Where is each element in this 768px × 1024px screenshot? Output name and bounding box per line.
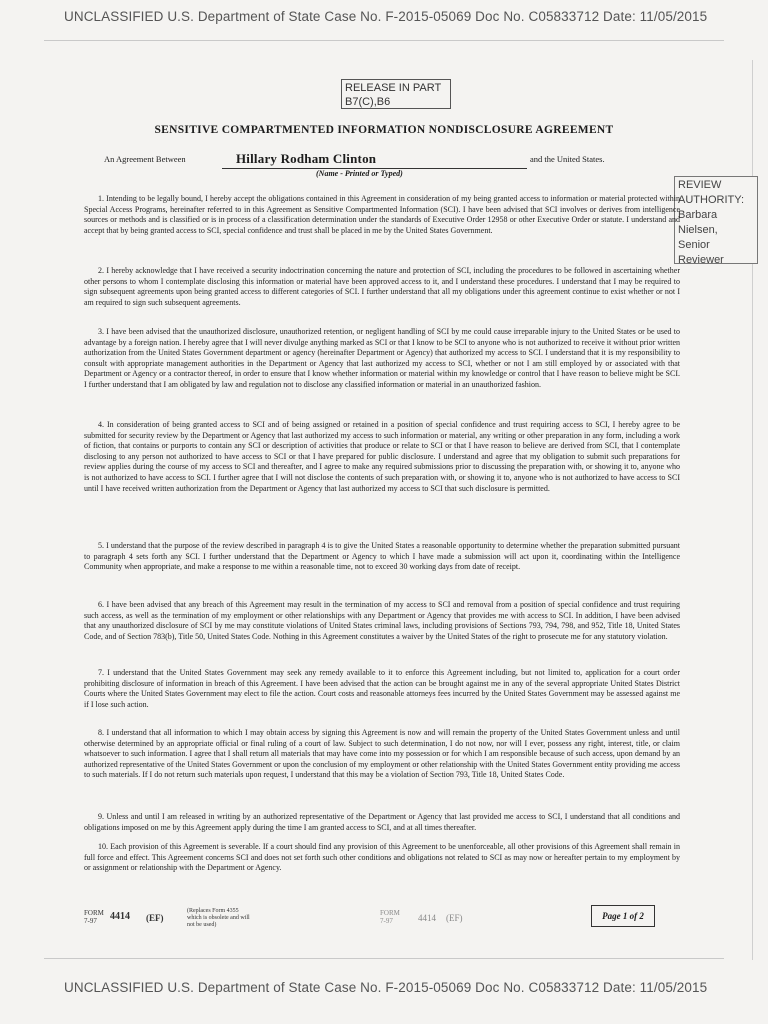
and-united-states-label: and the United States. <box>530 154 605 164</box>
paragraph-10: 10. Each provision of this Agreement is severable. If a court should find any provision of this Agreement to be unenforceable, all other provisions of this Agreement shall remain in full force and effect. This Agreement concerns SCI and does not set forth such other conditions and obligations not related to SCI as may now or hereafter pertain to my employment by or assignment or relationship with the Department or Agency. <box>84 842 680 873</box>
paragraph-6: 6. I have been advised that any breach of this Agreement may result in the termination of my access to SCI and removal from a position of special confidence and trust requiring such access, as well as the termination of my employment or other relationships with any Department or Agency that provides me with access to SCI. In addition, I have been advised that any unauthorized disclosure of SCI by me may constitute violations of United States criminal laws, including provisions of Sections 793, 794, 798, and 952, Title 18, United States Code, and of Section 783(b), Title 50, United States Code. Nothing in this Agreement constitutes a waiver by the United States of the right to prosecute me for any statutory violation. <box>84 600 680 641</box>
form-edition: 7-97 <box>84 917 97 925</box>
scan-edge-top <box>44 40 724 41</box>
review-line: Barbara <box>678 209 718 221</box>
review-line: REVIEW <box>678 179 722 191</box>
paragraph-9: 9. Unless and until I am released in writing by an authorized representative of the Department or Agency that last provided me access to SCI, I understand that all conditions and obligations imposed on me by this Agreement apply during the time I am granted access to SCI, and at all times thereafter. <box>84 812 680 832</box>
review-authority-box <box>674 176 758 264</box>
faded-form-edition: 7-97 <box>380 917 393 925</box>
document-title: SENSITIVE COMPARTMENTED INFORMATION NONDISCLOSURE AGREEMENT <box>154 124 614 136</box>
release-stamp-line: RELEASE IN PART <box>345 82 442 94</box>
faded-form-code: (EF) <box>446 913 463 923</box>
paragraph-7: 7. I understand that the United States Government may seek any remedy available to it to enforce this Agreement including, but not limited to, application for a court order prohibiting disclosure of information in breach of this Agreement. I have been advised that the action can be brought against me in any of the several appropriate United States District Courts where the United States Government may elect to file the action. Court costs and reasonable attorneys fees incurred by the United States Government may be assessed against me if I lose such action. <box>84 668 680 709</box>
replaces-note: (Replaces Form 4355 which is obsolete and will not be used) <box>187 908 250 928</box>
paragraph-2: 2. I hereby acknowledge that I have received a security indoctrination concerning the nature and protection of SCI, including the procedures to be followed in ascertaining whether other persons to whom I contemplate disclosing this information or material have been approved access to it, and I understand these procedures. I understand that I may be required to sign subsequent agreements upon being granted access to different categories of SCI. I further understand that all my obligations under this agreement continue to exist whether or not I am required to sign such subsequent agreements. <box>84 266 680 307</box>
review-line: Senior <box>678 239 710 251</box>
paragraph-4: 4. In consideration of being granted access to SCI and of being assigned or retained in a position of special confidence and trust requiring access to SCI, I hereby agree to be submitted for security review by the Department or Agency that last authorized my access to such information or material, any writing or other preparation in any form, including a work of fiction, that contains or purports to contain any SCI or description of activities that produce or relate to SCI or that I have reason to believe are derived from SCI, that I contemplate disclosing to any person not authorized to have access to SCI or that I have prepared for public disclosure. I understand and agree that my obligation to submit such preparations for review applies during the course of my access to SCI and thereafter, and I agree to make any required submissions prior to discussing the preparation with, or showing it to, anyone who is not authorized to have access to SCI. I further agree that I will not disclose the contents of such preparation with, or showing it to, anyone who is not authorized to have access to SCI until I have received written authorization from the Department or Agency that last authorized my access to SCI that such disclosure is permitted. <box>84 420 680 493</box>
faded-form-label: FORM <box>380 909 400 917</box>
paragraph-8: 8. I understand that all information to which I may obtain access by signing this Agreement is now and will remain the property of the United States Government unless and until otherwise determined by an appropriate official or final ruling of a court of law. Subject to such determination, I do not now, nor will I ever, possess any right, interest, title, or claim whatsoever to such information. I agree that I shall return all materials that may have come into my possession or for which I am responsible because of such access, upon demand by an authorized representative of the United States Government or upon the conclusion of my employment or other relationship with the United States Government entity providing me access to such materials. If I do not return such materials upon request, I understand that this may be a violation of Section 793, Title 18, United States Code. <box>84 728 680 780</box>
scan-edge-bottom <box>44 958 724 959</box>
paragraph-5: 5. I understand that the purpose of the review described in paragraph 4 is to give the United States a reasonable opportunity to determine whether the preparation submitted pursuant to paragraph 4 sets forth any SCI. I further understand that the Department or Agency to which I have made a submission will act upon it, coordinating within the Intelligence Community when appropriate, and make a response to me within a reasonable time, not to exceed 30 working days from date of receipt. <box>84 541 680 572</box>
review-line: Reviewer <box>678 254 724 266</box>
review-line: AUTHORITY: <box>678 194 745 206</box>
review-line: Nielsen, <box>678 224 718 236</box>
form-code: (EF) <box>146 913 164 923</box>
declassification-footer: UNCLASSIFIED U.S. Department of State Case No. F-2015-05069 Doc No. C05833712 Date: 11/05/2015 <box>64 980 708 995</box>
page-number-box: Page 1 of 2 <box>591 905 655 927</box>
form-number: 4414 <box>110 911 130 922</box>
form-label: FORM <box>84 909 104 917</box>
faded-form-number: 4414 <box>418 913 436 923</box>
paragraph-1: 1. Intending to be legally bound, I hereby accept the obligations contained in this Agreement in consideration of my being granted access to information or material protected within Special Access Programs, hereinafter referred to in this Agreement as Sensitive Compartmented Information (SCI). I have been advised that SCI involves or derives from intelligence sources or methods and is classified or is in process of a classification determination under the standards of Executive Order 12958 or other Executive Order or statute. I understand and accept that by being granted access to SCI, special confidence and trust shall be placed in me by the United States Government. <box>84 194 680 235</box>
declassification-header: UNCLASSIFIED U.S. Department of State Case No. F-2015-05069 Doc No. C05833712 Date: 11/05/2015 <box>64 9 708 24</box>
agreement-between-label: An Agreement Between <box>104 154 186 164</box>
name-caption: (Name - Printed or Typed) <box>316 169 403 178</box>
paragraph-3: 3. I have been advised that the unauthorized disclosure, unauthorized retention, or negligent handling of SCI by me could cause irreparable injury to the United States or be used to advantage by a foreign nation. I hereby agree that I will never divulge anything marked as SCI or that I know to be SCI to anyone who is not authorized to receive it without prior written authorization from the United States Government department or agency (hereinafter Department or Agency) that authorized my access to SCI. I understand that it is my responsibility to consult with appropriate management authorities in the Department or Agency that last authorized my access to SCI, whether or not I am still employed by or associated with that Department or Agency or a contractor thereof, in order to ensure that I know whether information or material within my knowledge or control that I have reason to believe might be SCI. I further understand that I am obligated by law and regulation not to disclose any classified information or material in an unauthorized fashion. <box>84 327 680 389</box>
release-stamp-exemptions: B7(C),B6 <box>345 96 391 108</box>
release-stamp <box>341 79 451 109</box>
signatory-name: Hillary Rodham Clinton <box>236 151 377 166</box>
